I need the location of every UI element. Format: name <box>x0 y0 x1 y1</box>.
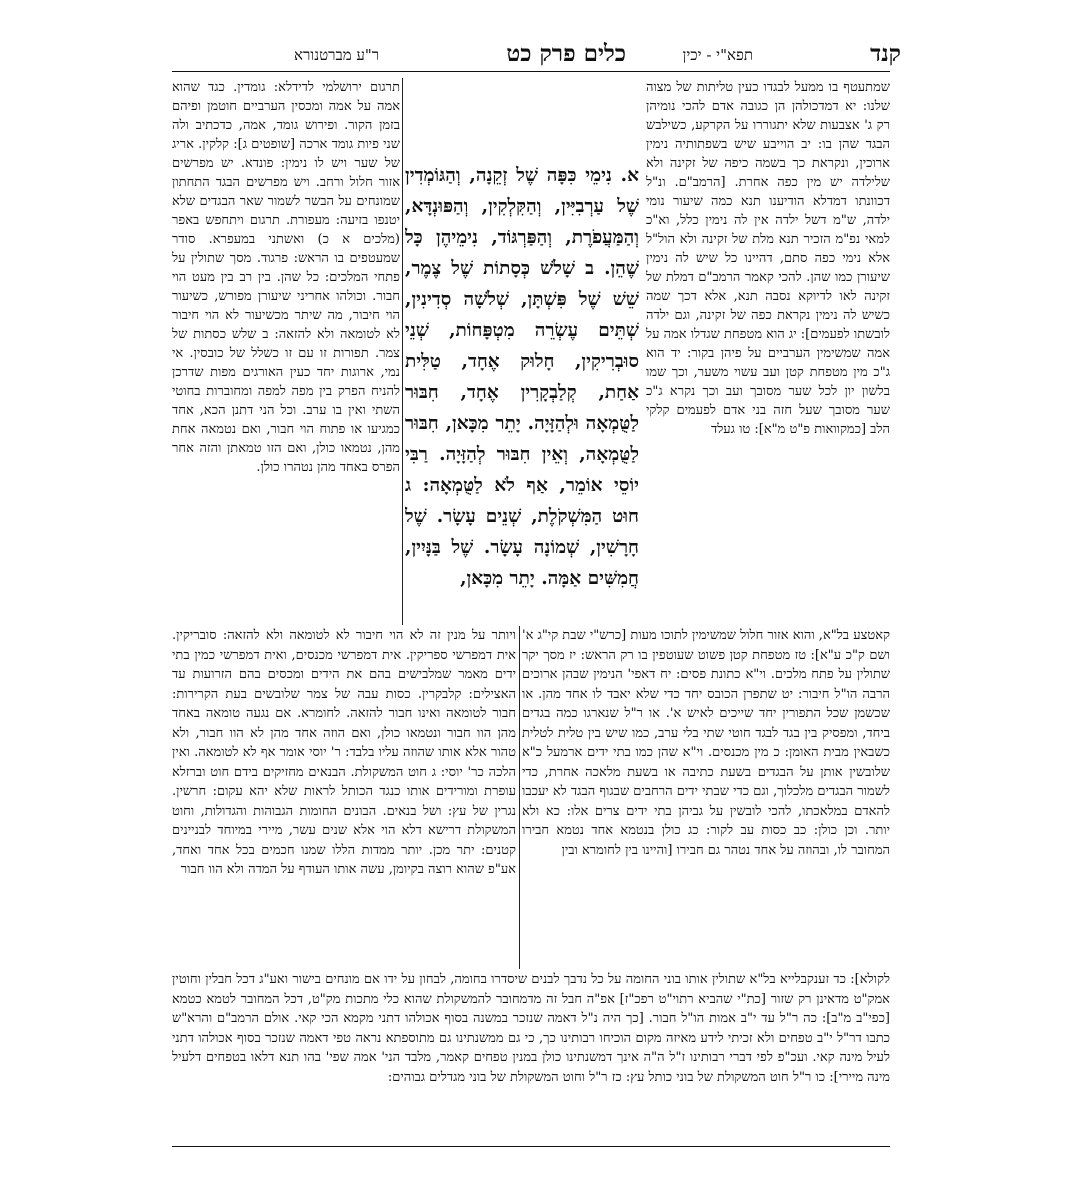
mishnah-text-column <box>405 160 639 623</box>
bartenura-commentary-lower <box>172 626 516 946</box>
bartenura-commentary-text: תרגום ירושלמי לדידלא: גומדין. כגד שהוא אמה על אמה ומכסין הערביים חוטמן ופיהם בזמן הקור. ופירוש גומד, אמה, כדכתיב ולה שני פיות גומד ארכה [שופטים ג]: קלקין. אריג של שער ויש לו נימין: פונדא. יש מפרשים אזור חלול ורחב. ויש מפרשים הבגד התחתון שמונחים על הבשר לשמור שאר הבגדים שלא יטנפו בזיעה: מעפורת. תרגום ויתחפש באפר (מלכים א כ) ואשתני במעפרא. סודר שמעטפים בו הראש: פרגוד. מסך שתולין על פתחי המלכים: כל שהן. בין רב בין מעט הוי חבור. וכולהו אחריני שיעורן מפורש, כשיעור הוי חיבור, מה שיתר מכשיעור לא הוי חיבור לא לטומאה ולא להזאה: ב שלש כסתות של צמר. תפורות זו עם זו כשלל של כובסין. אי נמי, ארוגות יחד כעין האורגים מפות שדרכן להניח הפרק בין מפה למפה ומחוברות בחוטי השתי ואין בו ערב. וכל הני דתנן הכא, אחד כמגיעו או פתוח הוי חבור, ואם נטמאה אחת מהן, נטמאו כולן, ואם הזו טמאתן והזה אחר הפרס באחד מהן נטהרו כולן. <box>172 80 400 475</box>
yachin-commentary-footer-text: לקולא]: כד זענקבלייא בל"א שתולין אותו בוני החומה על כל נדבך לבנים שיסדרו בחומה, לבחון על ידו אם מונחים בישור ואע"ג דכל חבלין וחוטין אמק"ט מדאינן רק שזור [כת"י שהביא רתוי"ט רפכ"ז] אפ"ה חבל זה מדמחובר להמשקולת שהוא כלי מתכות מק"ט, דכל המחובר לטמא כטמא [כפי"ב מ"ב]: כה ר"ל עד י"ב אמות הו"ל חבור. [כך היה נ"ל דאמה שנזכר במשנה בסוף אכולהו דתני מקמא הכי קאי. אולם הרמב"ם והרא"ש כתבו דר"ל י"ב טפחים ולא זכיתי לידע מאיזה מקום הוכיחו רבותינו כך, כי גם ממשנתינו גם מתוספתא נראה טפי דאמה שנזכר בסוף אכולהו דתני לעיל מינה קאי. ועכ"פ לפי דברי רבותינו ז"ל ה"ה אינך דמשנתינו כולן במנין טפחים קאמר, מלבד הני' אמה שפי' בהו תנא דלאו בטפחים דלעיל מינה מיירי]: כו ר"ל חוט המשקולת של בוני כותל עץ: כז ר"ל וחוט המשקולת של בוני מגדלים גבוהים: <box>172 972 890 1085</box>
tiferet-yisrael-label: תפא"י - יכין <box>682 46 753 64</box>
bartenura-label: ר"ע מברטנורא <box>294 46 380 64</box>
header-rule <box>172 71 890 72</box>
yachin-commentary-lower <box>522 626 890 969</box>
running-title: כלים פרק כט <box>506 40 626 67</box>
page-header <box>290 40 1089 70</box>
column-divider <box>519 626 520 969</box>
footer-rule <box>172 1146 890 1147</box>
yachin-commentary-lower-text: קאטצע בל"א, והוא אזור חלול שמשימין לתוכו מעות [כרש"י שבת קי"ג א' ושם ק"כ ע"א]: טז מטפחת קטן פשוט שעוטפין בו רק הראש: יז מסך יקר שתולין על פתח מלכים. וי"א כתונת פסים: יח דאפי' הנימין שבהן ארוכים הרבה הו"ל חיבור: יט שתפרן הכובס יחד כדי שלא יאבד לו אחד מהן. או שכשמן שכל התפורין יחד שייכים לאיש א'. או ר"ל שנארגו כמה בגדים ביחד, ומפסיק בין בגד לבגד חוטי שתי בלי ערב, כמו שיש בין טלית לטלית כשבאין מבית האומן: כ מין מכנסים. וי"א שהן כמו בתי ידים ארמעל כ"א שלובשין אותן על הבגדים בשעת כתיבה או בשעת מלאכה אחרת, כדי לשמור הבגדים מלכלוך, וגם כדי שבתי ידים הרחבים שבגוף הבגד לא יעכבו להאדם במלאכתו, להכי לובשין על גביהן בתי ידים צרים אלו: כא ולא יותר. וכן כולן: כב כסות עב לקור: כג כולן בנטמא אחד נטמא חבירו המחובר לו, ובהוזה על אחד נטהר גם חבירו [והיינו בין לחומרא ובין <box>522 628 890 858</box>
column-divider <box>402 78 403 625</box>
bartenura-commentary-column <box>172 78 400 625</box>
mishnah-text: א. נִימֵי כִּפָּה שֶׁל זְקֵנָה, וְהַגּוֹמְדִין שֶׁל עַרְבִיִּין, וְהַקִּלְקִין, וְהַפּוּנְדָּא, וְהַמַּעֲפֹרֶת, וְהַפַּרְגּוֹד, נִימֵיהֶן כָּל שֶׁהֵן. ב שָׁלֹשׁ כְּסָתוֹת שֶׁל צֶמֶר, שֵׁשׁ שֶׁל פִּשְׁתָּן, שְׁלֹשָׁה סְדִינִין, שְׁתֵּים עֶשְׂרֵה מִטְפָּחוֹת, שְׁנֵי סוּבְרִיקִין, חָלוּק אֶחָד, טַלִּית אַחַת, קְלַבְקָרִין אֶחָד, חִבּוּר לַטֻּמְאָה וּלְהַזָּיָה. יָתֵר מִכָּאן, חִבּוּר לַטֻּמְאָה, וְאֵין חִבּוּר לְהַזָּיָה. רַבִּי יוֹסֵי אוֹמֵר, אַף לֹא לַטֻּמְאָה: ג חוּט הַמִּשְׁקֹלֶת, שְׁנֵים עָשָׂר. שֶׁל חָרָשִׁין, שְׁמוֹנָה עָשָׂר. שֶׁל בַּנָּיִין, חֲמִשִּׁים אַמָּה. יָתֵר מִכָּאן, <box>405 165 639 589</box>
yachin-commentary-footer <box>172 970 890 1146</box>
yachin-commentary-text: שמתעטף בו ממעל לבגדו כעין טליתות של מצוה שלנו: יא דמדכולהן הן כגובה אדם להכי נומיהן רק ג' אצבעות שלא יתגוררו על הקרקע, כשילבש הבגד שהן בו: יב הוייבע שיש בשפתותיה נימין ארוכין, ונקראת כך בשמה כיפה של זקינה ולא שלילדה יש מין כפה אחרת. [הרמב"ם. ונ"ל דכוונתו דמדלא הודיענו תנא כמה שיעור נומי ילדה, ש"מ דשל ילדה אין לה נימין כלל, וא"כ למאי נפ"מ הזכיר תנא מלת של זקינה ולא הול"ל אלא נימי כפה סתם, דהיינו כל שיש לה נימין שיעורן כמו שהן. להכי קאמר הרמב"ם דמלת של זקינה לאו לדיוקא נסבה תנא, אלא דכך שמה כשיש לה נימין נקראת כפה של זקינה, וגם ילדה לובשתו לפעמים]: יג הוא מטפחת שגדלו אמה על אמה שמשימין הערביים על פיהן בקור: יד הוא ג"כ מין מטפחת קטן ועב עשוי משער, וכך שמו בלשון יון לכל שער מסובך ועב וכך נקרא ג"כ שער מסובך שעל חזה בני אדם לפעמים קלקי הלב [כמקוואות פ"ט מ"א]: טו געלד <box>646 80 890 437</box>
bartenura-commentary-lower-text: ויותר על מנין זה לא הוי חיבור לא לטומאה ולא להזאה: סובריקין. אית דמפרשי ספריקין. אית דמפרשי מכנסים, ואית דמפרשי כמין בתי ידים מאמר שמלבישים בהם את הידים ומכסים בהם הזרועות עד האצילים: קלבקרין. כסות עבה של צמר שלובשים בעת הקרירות: חבור לטומאה ואינו חבור להזאה. לחומרא. אם נגעה טומאה באחד מהן הוו חבור ונטמאו כולן, ואם הוזה אחד מהן לא הוו חבור, ולא טהור אלא אותו שהוזה עליו בלבד: ר' יוסי אומר אף לא לטומאה. ואין הלכה כר' יוסי: ג חוט המשקולת. הבנאים מחזיקים בידם חוט וברזלא עופרת ומורידים אותו כנגד הכותל לראות שלא יהא עקום: חרשין. נגרין של עץ: ושל בנאים. הבונים החומות הגבוהות והגדולות, וחוט המשקולת דרישא דלא הוי אלא שנים עשר, מיירי במיוחד לבניינים קטנים: יתר מכן. יותר ממדות הללו שמנו חכמים בכל אחד ואחד, אע"פ שהוא רוצה בקיומן, עשה אותו העודף על המדה ולא הוו חבור <box>172 628 516 877</box>
page-number: קנד <box>870 40 901 67</box>
yachin-commentary-column <box>646 78 890 625</box>
